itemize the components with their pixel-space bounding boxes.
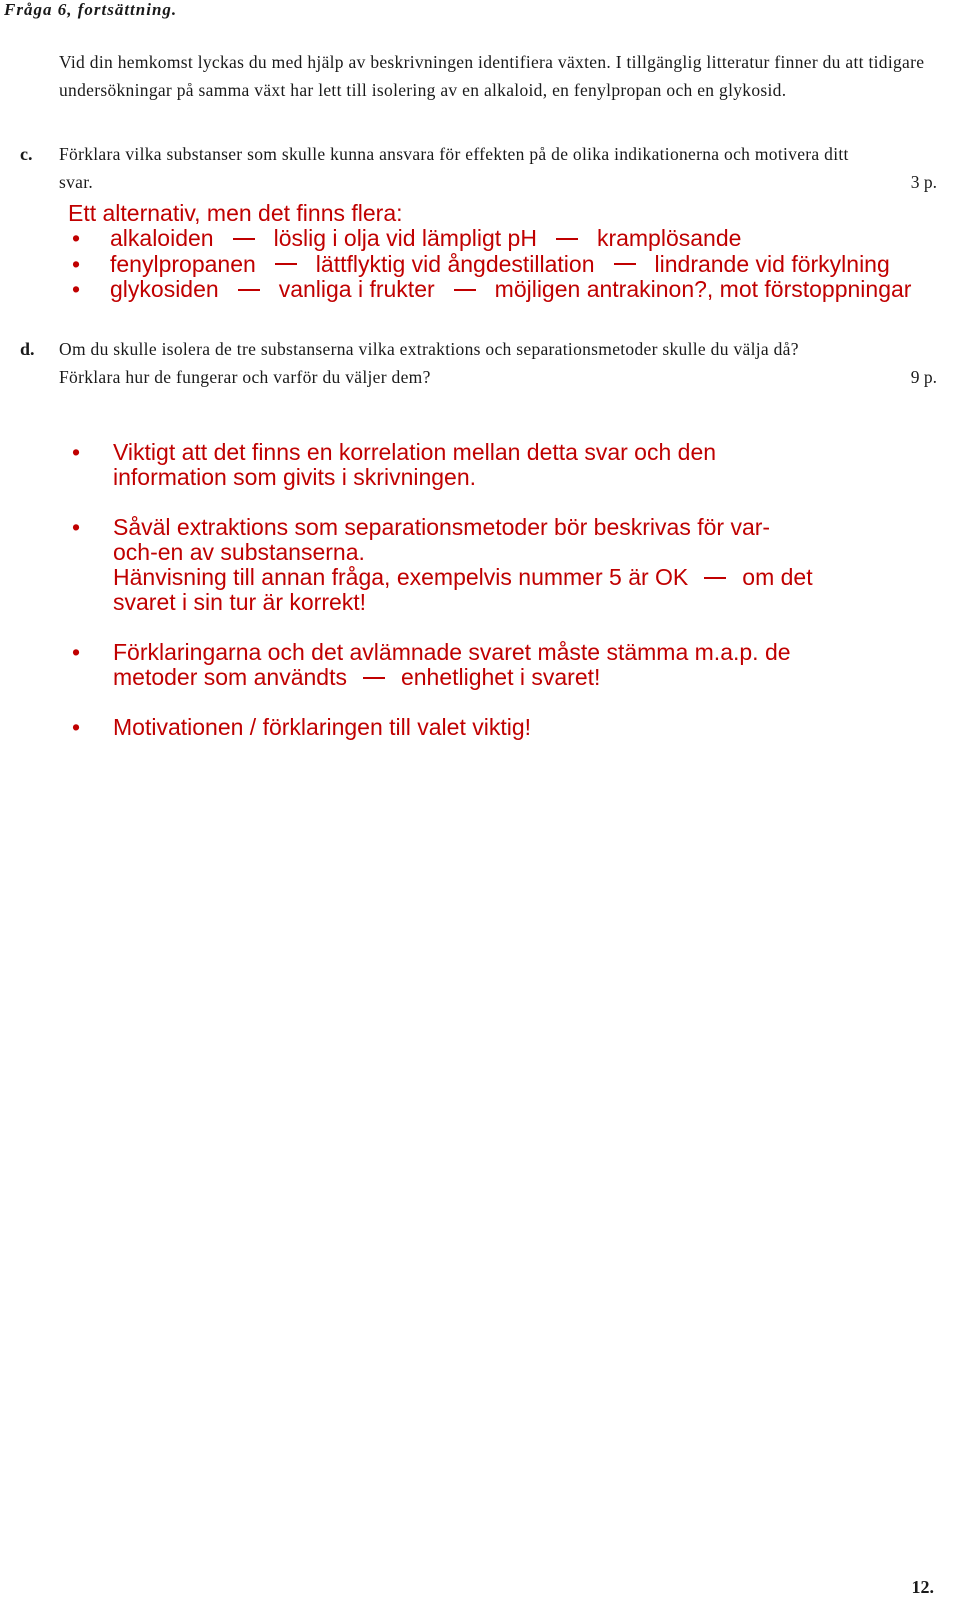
property: löslig i olja vid lämpligt pH: [273, 225, 537, 251]
answer-d-item: [72, 515, 942, 615]
answer-c-item-text: [110, 226, 741, 252]
question-d-text: Om du skulle isolera de tre substanserna vilka extraktions och separationsmetoder skulle du välja då? Förklara hur de fungerar och varför du väljer dem?: [59, 339, 799, 387]
substance: glykosiden: [110, 276, 219, 302]
dash-icon: [238, 289, 260, 291]
bullet-icon: •: [72, 250, 81, 277]
bullet-icon: •: [72, 439, 81, 465]
answer-d-note-a: Hänvisning till annan fråga, exempelvis nummer 5 är OK: [113, 564, 689, 590]
effect: möjligen antrakinon?, mot förstoppningar: [494, 276, 912, 302]
answer-d-text: Såväl extraktions som separationsmetoder bör beskrivas för var-och-en av substanserna.: [113, 514, 771, 565]
effect: lindrande vid förkylning: [654, 250, 890, 277]
answer-d-note: [113, 565, 833, 615]
bullet-icon: •: [72, 225, 81, 251]
property: lättflyktig vid ångdestillation: [315, 250, 595, 277]
answer-c-item-text: [110, 252, 890, 278]
substance: alkaloiden: [110, 225, 214, 251]
effect: kramplösande: [596, 225, 742, 251]
dash-icon: [233, 238, 255, 240]
question-d-label: d.: [20, 339, 35, 359]
answer-c-item-text: [110, 277, 911, 303]
property: vanliga i frukter: [278, 276, 435, 302]
dash-icon: [614, 263, 636, 265]
question-c-label: c.: [20, 144, 33, 164]
page-header: Fråga 6, fortsättning.: [4, 0, 178, 19]
answer-d-note-b: om det svaret i sin tur är korrekt!: [113, 564, 813, 615]
bullet-icon: •: [72, 714, 81, 740]
question-c-text: Förklara vilka substanser som skulle kunna ansvara för effekten på de olika indikationerna och motivera ditt svar.: [59, 144, 849, 192]
page-number: 12.: [911, 1577, 934, 1597]
answer-d-item: [72, 640, 942, 690]
answer-d-text-b: enhetlighet i svaret!: [400, 664, 601, 690]
question-d-points: 9 p.: [910, 367, 937, 387]
dash-icon: [363, 677, 385, 679]
answer-d-item: [72, 440, 942, 490]
answer-d-text: Motivationen / förklaringen till valet viktig!: [113, 714, 532, 740]
bullet-icon: •: [72, 514, 81, 540]
question-c-points: 3 p.: [910, 172, 937, 192]
answer-d-text: [113, 640, 833, 690]
answer-d-text-a: Förklaringarna och det avlämnade svaret måste stämma m.a.p. de metoder som användts: [113, 639, 791, 690]
bullet-icon: •: [72, 639, 81, 665]
dash-icon: [454, 289, 476, 291]
bullet-icon: •: [72, 276, 81, 302]
answer-d-item: [72, 715, 942, 740]
dash-icon: [275, 263, 297, 265]
answer-c-heading: Ett alternativ, men det finns flera:: [68, 200, 403, 226]
dash-icon: [704, 577, 726, 579]
answer-d-list: [72, 440, 942, 765]
answer-d-text: Viktigt att det finns en korrelation mellan detta svar och den information som givits i skrivningen.: [113, 439, 717, 490]
intro-paragraph: Vid din hemkomst lyckas du med hjälp av beskrivningen identifiera växten. I tillgänglig litteratur finner du att tidigare undersökningar på samma växt har lett till isolering av en alkaloid, en fenylpropan och en glykosid.: [59, 52, 925, 100]
substance: fenylpropanen: [110, 250, 256, 277]
dash-icon: [556, 238, 578, 240]
